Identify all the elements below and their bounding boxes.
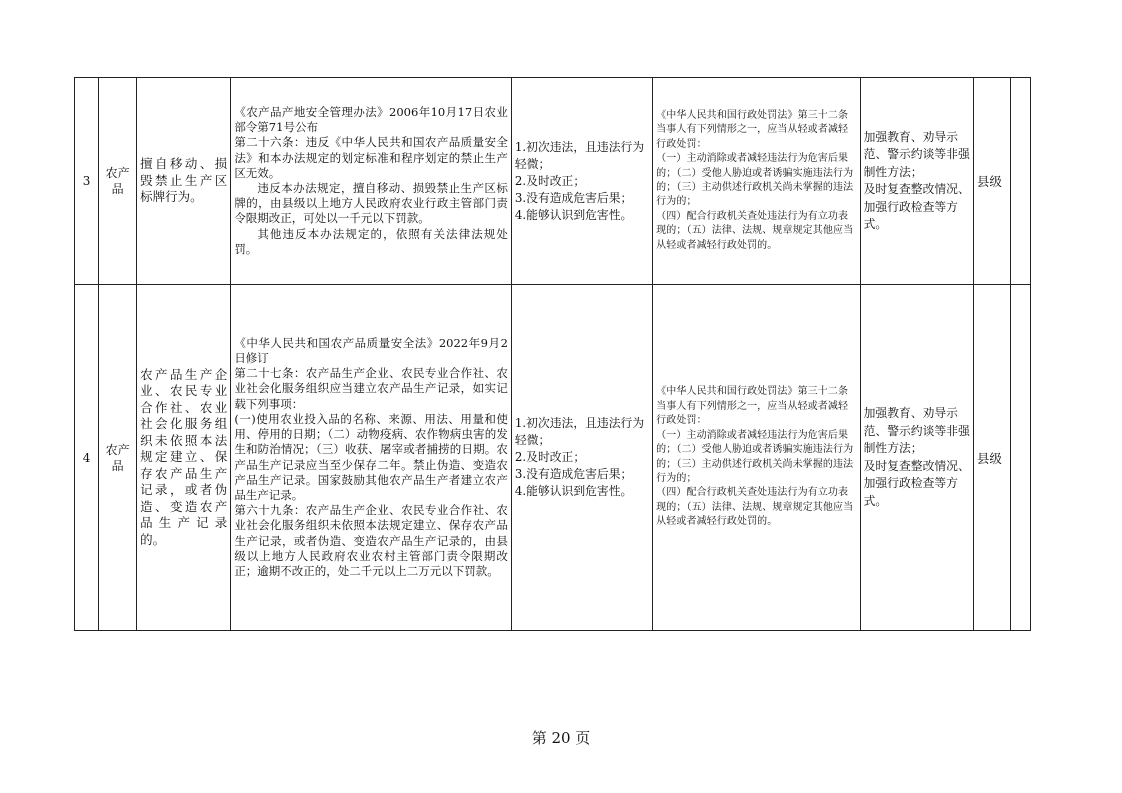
measure-item: 加强教育、劝导示范、警示约谈等非强制性方法； (863, 129, 970, 179)
law-line: （一）主动消除或者减轻违法行为危害后果的；（二）受他人胁迫或者诱骗实施违法行为的；（三）主动供述行政机关尚未掌握的违法行为的； (656, 153, 854, 208)
basis-line: 其他违反本办法规定的，依照有关法律法规处罚。 (234, 226, 508, 256)
condition-item: 1.初次违法，且违法行为轻微； (514, 416, 645, 447)
row-number: 3 (75, 78, 99, 285)
basis-line: (一)使用农业投入品的名称、来源、用法、用量和使用、停用的日期；（二）动物疫病、农作物病虫害的发生和防治情况；（三）收获、屠宰或者捕捞的日期。农产品生产记录应当至少保存二年。禁止伪造、变造农产品生产记录。国家鼓励其他农产品生产者建立农产品生产记录。 (234, 411, 508, 502)
level-cell: 县级 (973, 285, 1010, 631)
measure-item: 加强教育、劝导示范、警示约谈等非强制性方法； (863, 406, 970, 455)
basis-line: 第二十七条：农产品生产企业、农民专业合作社、农业社会化服务组织应当建立农产品生产记录，如实记载下列事项： (234, 366, 508, 411)
condition-item: 1.初次违法，且违法行为轻微； (514, 139, 645, 171)
condition-item: 4.能够认识到危害性。 (514, 207, 633, 222)
basis-line: 违反本办法规定，擅自移动、损毁禁止生产区标牌的，由县级以上地方人民政府农业行政主管部门责令限期改正，可处以一千元以下罚款。 (234, 181, 508, 226)
condition-item: 4.能够认识到危害性。 (514, 484, 633, 498)
category-cell: 农产品 (99, 285, 137, 631)
basis-line: 第二十六条：违反《中华人民共和国农产品质量安全法》和本办法规定的划定标准和程序划定的禁止生产区无效。 (234, 135, 508, 180)
basis-line: 《中华人民共和国农产品质量安全法》2022年9月2日修订 (234, 335, 508, 366)
empty-cell (1010, 285, 1030, 631)
condition-item: 2.及时改正； (514, 173, 586, 188)
law-reference-cell (653, 78, 860, 285)
law-line: 《中华人民共和国行政处罚法》第三十二条 当事人有下列情形之一，应当从轻或者减轻行政处罚： (656, 386, 849, 427)
table-row (75, 285, 1031, 631)
level-cell: 县级 (973, 78, 1010, 285)
conditions-cell (511, 285, 652, 631)
law-line: （四）配合行政机关查处违法行为有立功表现的；（五）法律、法规、规章规定其他应当从轻或者减轻行政处罚的。 (656, 487, 854, 528)
condition-item: 2.及时改正； (514, 450, 586, 464)
category-cell: 农产品 (99, 78, 137, 285)
violation-act-cell: 农产品生产企业、农民专业合作社、农业社会化服务组织未依照本法规定建立、保存农产品生产记录，或者伪造、变造农产品生产记录的。 (137, 285, 231, 631)
condition-item: 3.没有造成危害后果； (514, 190, 633, 205)
measures-cell (860, 78, 973, 285)
measures-cell (860, 285, 973, 631)
row-number: 4 (75, 285, 99, 631)
conditions-cell (511, 78, 652, 285)
table-row (75, 78, 1031, 285)
basis-line: 第六十九条：农产品生产企业、农民专业合作社、农业社会化服务组织未依照本法规定建立、保存农产品生产记录，或者伪造、变造农产品生产记录的，由县级以上地方人民政府农业农村主管部门责令限期改正；逾期不改正的，处二千元以上二万元以下罚款。 (234, 503, 508, 578)
enforcement-table (74, 77, 1031, 631)
violation-act-cell: 擅自移动、损毁禁止生产区标牌行为。 (137, 78, 231, 285)
law-line: （四）配合行政机关查处违法行为有立功表现的；（五）法律、法规、规章规定其他应当从轻或者减轻行政处罚的。 (656, 210, 854, 251)
empty-cell (1010, 78, 1030, 285)
law-reference-cell (653, 285, 860, 631)
law-line: （一）主动消除或者减轻违法行为危害后果的；（二）受他人胁迫或者诱骗实施违法行为的；（三）主动供述行政机关尚未掌握的违法行为的； (656, 429, 854, 484)
basis-line: 《农产品产地安全管理办法》2006年10月17日农业部令第71号公布 (234, 104, 508, 135)
measure-item: 及时复查整改情况、加强行政检查等方式。 (863, 458, 970, 508)
legal-basis-cell (231, 285, 512, 631)
page-number: 第 20 页 (531, 729, 591, 747)
measure-item: 及时复查整改情况、加强行政检查等方式。 (863, 182, 970, 231)
legal-basis-cell (231, 78, 512, 285)
law-line: 《中华人民共和国行政处罚法》第三十二条 当事人有下列情形之一，应当从轻或者减轻行政处罚： (656, 109, 849, 150)
condition-item: 3.没有造成危害后果； (514, 467, 633, 481)
